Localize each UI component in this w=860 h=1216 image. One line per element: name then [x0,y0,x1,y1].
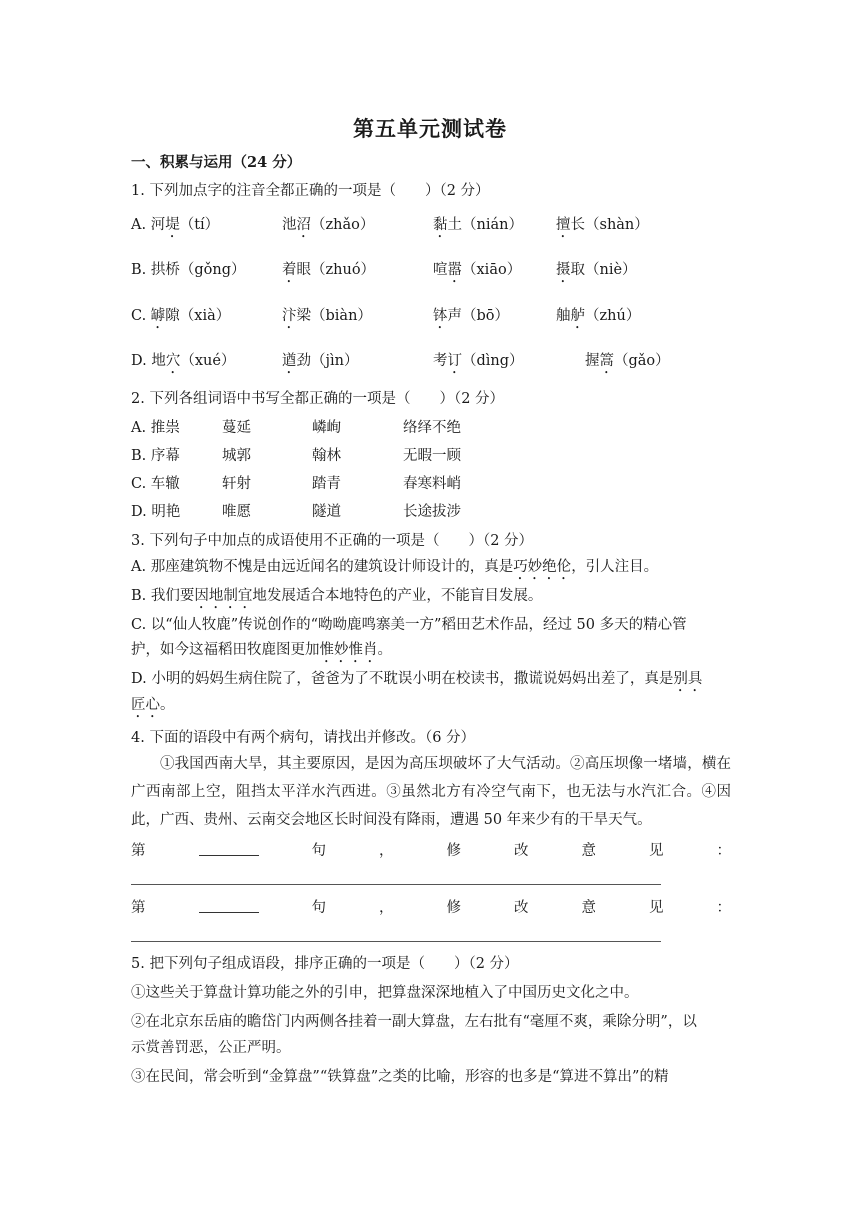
q1-option-item [131,215,219,241]
q2-option-word: B. 序幕 [131,448,180,464]
option-pinyin: （gǎo） [614,353,670,369]
q2-option-word: 翰林 [312,448,341,464]
fill-token: 第 [131,900,146,916]
option-pinyin: 土（nián） [447,217,523,233]
q3-option-a [131,557,731,583]
dotted-character: 钵 [433,308,448,324]
q2-option-word: D. 明艳 [131,504,181,520]
dotted-character: 遒 [282,353,297,369]
q3-option-b [131,586,731,612]
fill-token: 第 [131,843,146,859]
q4-stem: 4. 下面的语段中有两个病句，请找出并修改。（6 分） [131,730,476,746]
q1-option-item [282,260,375,286]
option-pinyin: 眼（zhuó） [296,262,376,278]
option-text: 握 [585,353,600,369]
option-text: A. 河 [131,217,166,233]
q1-option-item [433,215,523,241]
q1-option-item [433,260,521,286]
q5-sentence-2-line1: ②在北京东岳庙的瞻岱门内两侧各挂着一副大算盘，左右批有“毫厘不爽，乘除分明”，以 [131,1014,697,1030]
q2-option-word: 长途拔涉 [403,504,461,520]
option-pinyin: 取（niè） [570,262,637,278]
option-text: 池 [282,217,297,233]
q1-option-item [556,215,649,241]
q3-a-end: ，引人注目。 [571,559,659,575]
q2-option-word: 隧道 [312,504,341,520]
q3-option-d-line1 [131,669,731,695]
fill-token: 修 [446,900,461,916]
q5-sentence-1: ①这些关于算盘计算功能之外的引申，把算盘深深地植入了中国历史文化之中。 [131,985,639,1001]
q4-answer-row-2 [131,898,731,918]
q2-option-word: 蔓延 [222,420,251,436]
q3-option-d-line2 [131,695,731,721]
q4-passage: ①我国西南大旱，其主要原因，是因为高压坝破坏了大气活动。②高压坝像一堵墙，横在广西南部上空，阻挡太平洋水汽西进。③虽然北方有冷空气南下，也无法与水汽汇合。④因此，广西、贵州、云南交会地区长时间没有降雨，遭遇 50 年来少有的干旱天气。 [131,756,731,828]
option-pinyin: （tí） [179,217,220,233]
option-text: 考 [433,353,448,369]
q3-d-idiom-part1: 别具 [673,671,703,687]
q2-option-word: 踏青 [312,476,341,492]
q4-answer-row-1 [131,841,731,861]
option-text: 喧 [433,262,448,278]
q1-option-item [131,306,230,332]
q3-a-text: A. 那座建筑物不愧是由远近闻名的建筑设计师设计的，真是 [131,559,514,575]
dotted-character: 沼 [296,217,311,233]
sentence-number-blank[interactable] [199,841,259,856]
dotted-character: 汴 [282,308,297,324]
q1-option-item [282,215,374,241]
option-pinyin: 声（bō） [447,308,510,324]
q3-c-end: 。 [377,642,392,658]
option-pinyin: （zhú） [585,308,641,324]
dotted-character: 嚣 [447,262,462,278]
option-pinyin: （zhǎo） [311,217,375,233]
dotted-character: 舻 [570,308,585,324]
fill-token: 见 [649,900,664,916]
q2-option-word: 无暇一顾 [403,448,461,464]
option-text: B. 拱桥（gǒng） [131,262,246,278]
q1-option-item [556,260,637,286]
q1-stem: 1. 下列加点字的注音全都正确的一项是（ ）（2 分） [131,183,490,199]
sentence-number-blank[interactable] [199,898,259,913]
q2-option-word: 络绎不绝 [403,420,461,436]
q1-option-item [433,306,509,332]
dotted-character: 摄 [556,262,571,278]
q2-option-word: 城郭 [222,448,251,464]
fill-token: ： [716,900,731,916]
q3-d-end: 。 [160,697,175,713]
q3-a-idiom: 巧妙绝伦 [513,559,572,575]
q3-b-idiom: 因地制宜 [194,588,253,604]
q2-option-word: 唯愿 [222,504,251,520]
q2-option-word: 轩射 [222,476,251,492]
q3-c-idiom: 惟妙惟肖 [319,642,378,658]
dotted-character: 着 [282,262,297,278]
q5-sentence-3-line1: ③在民间，常会听到“金算盘”“铁算盘”之类的比喻，形容的也多是“算进不算出”的精 [131,1069,669,1085]
dotted-character: 订 [447,353,462,369]
q5-stem: 5. 把下列句子组成语段，排序正确的一项是（ ）（2 分） [131,956,519,972]
q2-option-word: A. 推祟 [131,420,180,436]
option-pinyin: 长（shàn） [570,217,649,233]
answer-line[interactable] [131,884,661,885]
q1-option-item [131,351,235,377]
fill-token: 修 [446,843,461,859]
fill-token: 见 [649,843,664,859]
option-pinyin: （xiāo） [462,262,522,278]
q1-option-item [131,260,246,286]
q3-option-c-line2 [131,640,731,666]
option-pinyin: 梁（biàn） [296,308,372,324]
page-title: 第五单元测试卷 [353,116,507,141]
dotted-character: 擅 [556,217,571,233]
q1-option-item [282,306,372,332]
fill-token: ， [379,900,394,916]
dotted-character: 穴 [165,353,181,369]
fill-token: ： [716,843,731,859]
option-pinyin: （dìng） [462,353,524,369]
option-text: D. 地 [131,353,166,369]
q2-option-word: 春寒料峭 [403,476,461,492]
q3-b-end: 地发展适合本地特色的产业，不能盲目发展。 [252,588,543,604]
fill-token: 意 [581,843,596,859]
q3-stem: 3. 下列句子中加点的成语使用不正确的一项是（ ）（2 分） [131,533,534,549]
q1-option-item [433,351,524,377]
q1-option-item [282,351,358,377]
answer-line[interactable] [131,941,661,942]
dotted-character: 堤 [165,217,180,233]
q1-option-item [556,306,640,332]
fill-token: 意 [581,900,596,916]
option-text: C. [131,308,151,324]
dotted-character: 黏 [433,217,448,233]
fill-token: ， [379,843,394,859]
q5-sentence-2-line2: 示赏善罚恶，公正严明。 [131,1040,291,1056]
fill-token: 句 [311,843,326,859]
option-pinyin: （xué） [180,353,236,369]
q3-c-text: 护，如今这福稻田牧鹿图更加 [131,642,320,658]
fill-token: 句 [311,900,326,916]
q1-option-item [585,351,670,377]
option-pinyin: 劲（jìn） [296,353,359,369]
dotted-character: 罅 [150,308,166,324]
q3-b-text: B. 我们要 [131,588,195,604]
section-heading: 一、积累与运用（24 分） [131,154,302,171]
option-text: 舳 [556,308,571,324]
q3-option-c-line1: C. 以“仙人牧鹿”传说创作的“呦呦鹿鸣寨美一方”稻田艺术作品，经过 50 多天的精心管 [131,617,687,633]
q3-d-text: D. 小明的妈妈生病住院了，爸爸为了不耽误小明在校读书，撒谎说妈妈出差了，真是 [131,671,674,687]
q2-option-word: C. 车辙 [131,476,180,492]
q2-option-word: 嶙峋 [312,420,341,436]
dotted-character: 篙 [599,353,614,369]
option-pinyin: 隙（xià） [165,308,231,324]
q3-d-idiom-part2: 匠心 [131,697,160,713]
q2-stem: 2. 下列各组词语中书写全都正确的一项是（ ）（2 分） [131,391,505,407]
fill-token: 改 [514,843,529,859]
fill-token: 改 [514,900,529,916]
